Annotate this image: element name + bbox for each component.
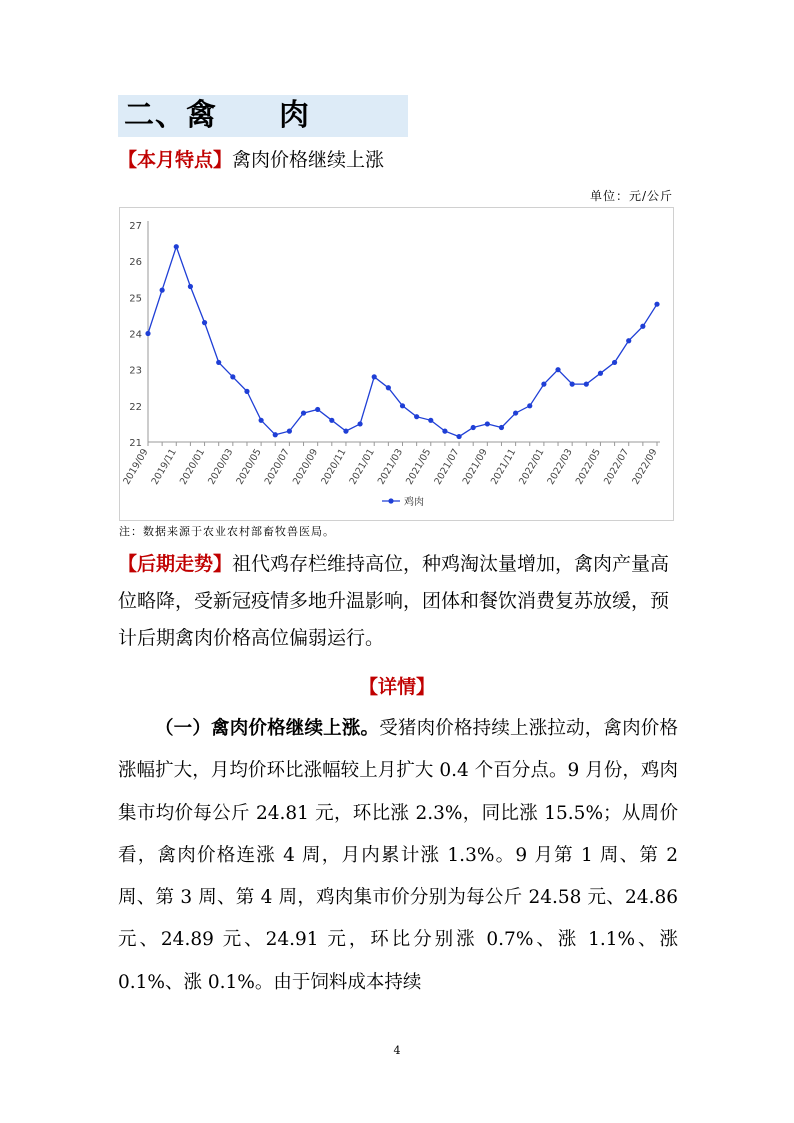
x-tick-label: 2019/09 — [121, 447, 151, 487]
data-point — [640, 324, 645, 329]
details-text: 受猪肉价格持续上涨拉动，禽肉价格涨幅扩大，月均价环比涨幅较上月扩大 0.4 个百分点。9 月份，鸡肉集市均价每公斤 24.81 元，环比涨 2.3%，同比涨 15.5%；从周价看，禽肉价格连涨 4 周，月内累计涨 1.3%。9 月第 1 周、第 2 周、第 3 周、第 4 周，鸡肉集市价分别为每公斤 24.58 元、24.86 元、24.89 元、24.91 元，环比分别涨 0.7%、涨 1.1%、涨 0.1%、涨 0.1%。由于饲料成本持续 — [118, 718, 678, 993]
monthly-feature — [118, 145, 384, 175]
x-tick-label: 2021/07 — [432, 447, 462, 487]
x-tick-label: 2021/05 — [404, 447, 434, 487]
data-point — [527, 403, 532, 408]
data-point — [598, 371, 603, 376]
data-point — [570, 382, 575, 387]
x-tick-label: 2020/09 — [291, 447, 321, 487]
y-tick-label: 21 — [129, 438, 142, 449]
details-heading: 【详情】 — [358, 676, 435, 698]
data-point — [202, 320, 207, 325]
section-title-text: 二、禽 肉 — [124, 98, 310, 133]
feature-tag: 【本月特点】 — [118, 149, 233, 171]
x-tick-label: 2019/11 — [149, 447, 179, 487]
later-trend — [118, 546, 678, 657]
x-tick-label: 2021/03 — [375, 447, 406, 487]
data-point — [216, 360, 221, 365]
data-point — [273, 432, 278, 437]
price-chart — [119, 207, 674, 521]
data-point — [329, 418, 334, 423]
data-point — [160, 288, 165, 293]
y-tick-label: 26 — [129, 257, 142, 269]
data-point — [654, 302, 659, 307]
x-tick-label: 2020/07 — [262, 447, 292, 487]
data-point — [584, 382, 589, 387]
page-number: 4 — [393, 1044, 401, 1057]
price-chart-svg — [120, 208, 673, 520]
data-point — [188, 284, 193, 289]
x-tick-label: 2022/05 — [573, 447, 604, 487]
y-tick-label: 27 — [129, 221, 142, 232]
data-point — [555, 367, 560, 372]
data-source-note: 注：数据来源于农业农村部畜牧兽医局。 — [119, 525, 335, 538]
feature-text: 禽肉价格继续上涨 — [232, 149, 385, 171]
data-point — [612, 360, 617, 365]
y-tick-label: 25 — [129, 293, 142, 305]
data-point — [442, 429, 447, 434]
x-tick-label: 2021/01 — [347, 447, 377, 487]
data-point — [485, 421, 490, 426]
y-tick-label: 24 — [129, 329, 142, 341]
data-point — [513, 410, 518, 415]
data-point — [372, 374, 377, 379]
y-tick-label: 23 — [129, 365, 142, 377]
x-tick-label: 2022/07 — [602, 447, 632, 487]
data-point — [357, 421, 362, 426]
x-tick-label: 2021/11 — [488, 447, 519, 487]
y-tick-label: 22 — [129, 401, 142, 413]
legend-marker — [388, 498, 393, 503]
x-tick-label: 2022/09 — [630, 447, 660, 487]
trend-tag: 【后期走势】 — [118, 553, 233, 575]
unit-label: 单位：元/公斤 — [589, 189, 673, 203]
trend-text: 祖代鸡存栏维持高位，种鸡淘汰量增加，禽肉产量高位略降，受新冠疫情多地升温影响，团体和餐饮消费复苏放缓，预计后期禽肉价格高位偏弱运行。 — [118, 553, 670, 649]
data-point — [428, 418, 433, 423]
data-point — [626, 338, 631, 343]
data-point — [230, 374, 235, 379]
x-tick-label: 2022/03 — [545, 447, 575, 487]
data-point — [414, 414, 419, 419]
data-point — [244, 389, 249, 394]
data-point — [343, 429, 348, 434]
section-title — [118, 95, 408, 137]
x-tick-label: 2020/03 — [206, 447, 236, 487]
data-point — [386, 385, 391, 390]
legend-label: 鸡肉 — [404, 497, 424, 508]
data-point — [145, 331, 150, 336]
data-point — [541, 382, 546, 387]
data-point — [315, 407, 320, 412]
details-lead: （一）禽肉价格继续上涨。 — [155, 718, 380, 739]
data-point — [400, 403, 405, 408]
x-tick-label: 2020/05 — [234, 447, 264, 487]
data-point — [499, 425, 504, 430]
data-point — [456, 434, 461, 439]
data-point — [471, 425, 476, 430]
x-tick-label: 2020/01 — [177, 447, 208, 487]
data-point — [301, 410, 306, 415]
data-point — [259, 418, 264, 423]
details-paragraph — [118, 708, 678, 1004]
data-point — [174, 244, 179, 249]
x-tick-label: 2022/01 — [517, 447, 547, 487]
data-point — [287, 429, 292, 434]
x-tick-label: 2020/11 — [319, 447, 349, 487]
x-tick-label: 2021/09 — [460, 447, 490, 487]
